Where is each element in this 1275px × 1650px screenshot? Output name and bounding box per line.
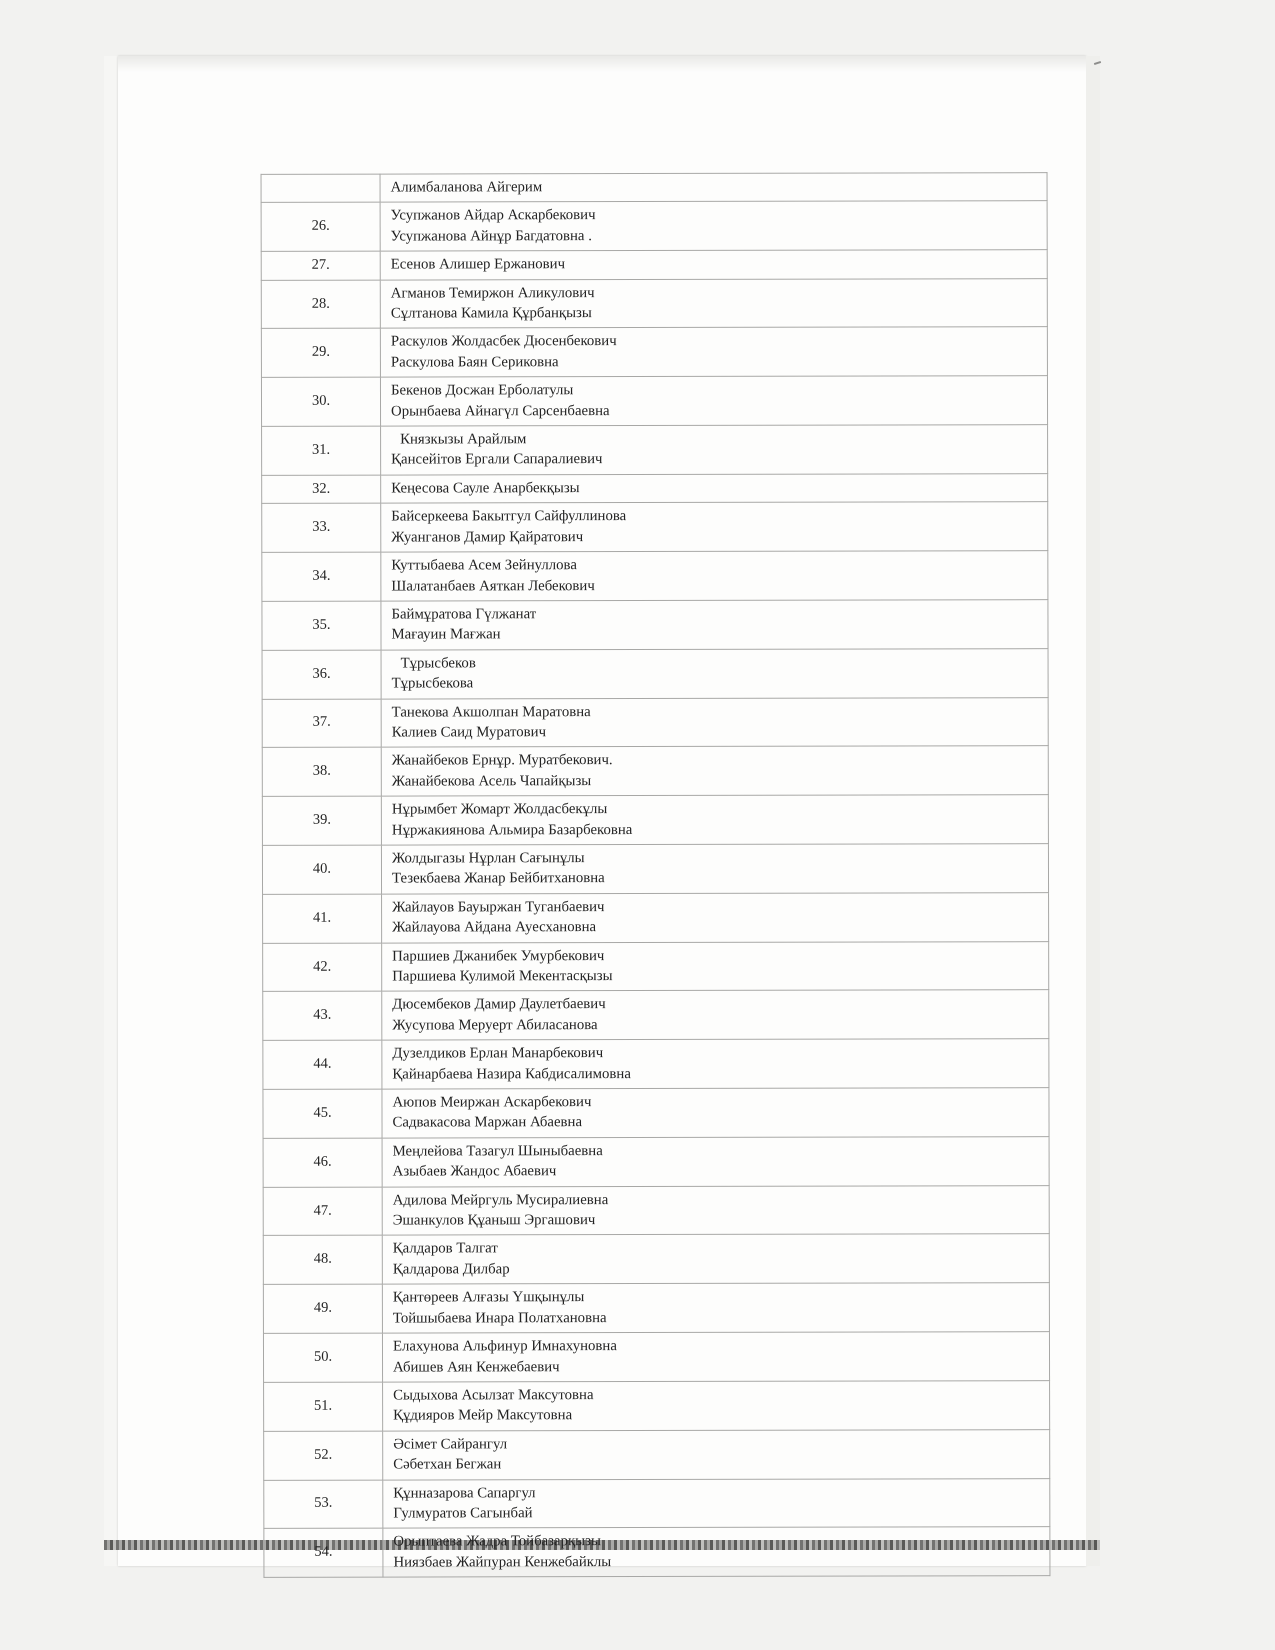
person-name: Аюпов Меиржан Аскарбекович xyxy=(392,1094,592,1111)
person-name: Баймұратова Гүлжанат xyxy=(391,606,537,623)
row-number-cell: 38. xyxy=(262,747,381,796)
table-row xyxy=(264,1527,1050,1577)
row-number-cell: 39. xyxy=(262,796,381,845)
row-number-cell: 37. xyxy=(262,699,381,748)
person-name: Кеңесова Сауле Анарбекқызы xyxy=(391,480,580,497)
row-names-cell xyxy=(381,502,1048,552)
person-name: Қансейітов Ергали Сапаралиевич xyxy=(391,451,603,469)
person-name: Жуанганов Дамир Қайратович xyxy=(391,528,584,546)
row-number-cell: 42. xyxy=(263,943,382,992)
row-number-cell: 27. xyxy=(261,251,380,280)
person-name: Жанайбекова Асель Чапайқызы xyxy=(391,772,592,790)
person-name: Нұржакиянова Альмира Базарбековна xyxy=(391,821,633,839)
row-number-cell: 40. xyxy=(262,845,381,894)
row-names-cell xyxy=(381,697,1048,747)
table-row xyxy=(263,1137,1049,1187)
table-row xyxy=(262,648,1048,698)
row-names-cell xyxy=(381,474,1048,504)
person-name: Усупжанов Айдар Аскарбекович xyxy=(390,207,596,224)
person-name: Абишев Аян Кенжебаевич xyxy=(393,1358,560,1376)
person-name: Қантөреев Алғазы Үшқынұлы xyxy=(392,1289,585,1306)
row-number-cell: 35. xyxy=(262,601,381,650)
row-number-cell: 54. xyxy=(264,1528,383,1577)
row-names-cell xyxy=(382,1088,1049,1138)
registry-table xyxy=(261,172,1051,1578)
row-number-cell: 41. xyxy=(263,894,382,943)
table-row xyxy=(261,173,1047,203)
row-number-cell: 47. xyxy=(263,1187,382,1236)
table-row xyxy=(263,1234,1049,1284)
row-names-cell xyxy=(381,844,1048,894)
row-number-cell: 52. xyxy=(264,1431,383,1480)
table-row xyxy=(263,941,1049,991)
row-number-cell: 46. xyxy=(263,1138,382,1187)
row-number-cell: 31. xyxy=(262,426,381,475)
person-name: Сыдыхова Асылзат Максутовна xyxy=(393,1387,594,1404)
person-name: Жайлауова Айдана Ауесхановна xyxy=(392,919,597,936)
person-name: Нұрымбет Жомарт Жолдасбекұлы xyxy=(391,801,608,818)
page-right-edge xyxy=(1086,56,1100,1566)
person-name: Меңлейова Тазагул Шыныбаевна xyxy=(392,1142,603,1160)
person-name: Князкызы Арайлым xyxy=(400,431,527,448)
person-name: Адилова Мейргуль Мусиралиевна xyxy=(392,1191,609,1209)
row-names-cell xyxy=(381,551,1048,601)
row-names-cell xyxy=(381,425,1048,475)
row-names-cell xyxy=(380,173,1047,203)
person-name: Әсімет Сайрангул xyxy=(393,1436,508,1453)
person-name: Тұрысбекова xyxy=(391,675,474,692)
person-name: Құнназарова Сапаргул xyxy=(393,1484,536,1502)
table-row xyxy=(262,474,1048,504)
row-names-cell xyxy=(383,1381,1050,1431)
person-name: Қалдарова Дилбар xyxy=(392,1261,510,1278)
row-names-cell xyxy=(380,376,1047,426)
row-names-cell xyxy=(382,941,1049,991)
person-name: Усупжанова Айнұр Багдатовна . xyxy=(390,227,592,245)
person-name: Азыбаев Жандос Абаевич xyxy=(392,1163,557,1180)
row-number-cell: 50. xyxy=(263,1333,382,1382)
row-number-cell: 36. xyxy=(262,650,381,699)
table-row xyxy=(262,600,1048,650)
row-names-cell xyxy=(382,1137,1049,1187)
table-row xyxy=(262,844,1048,894)
table-row xyxy=(264,1429,1050,1479)
person-name: Раскулов Жолдасбек Дюсенбекович xyxy=(390,333,617,350)
person-name: Бекенов Досжан Ерболатулы xyxy=(390,382,574,399)
row-names-cell xyxy=(382,1332,1049,1382)
row-names-cell xyxy=(381,746,1048,796)
person-name: Орынбаева Айнагүл Сарсенбаевна xyxy=(391,402,610,420)
row-names-cell xyxy=(383,1478,1050,1528)
table-row xyxy=(263,1185,1049,1235)
row-number-cell: 33. xyxy=(262,503,381,552)
person-name: Куттыбаева Асем Зейнуллова xyxy=(391,557,577,574)
person-name: Сұлтанова Камила Құрбанқызы xyxy=(390,305,592,322)
person-name: Жанайбеков Ернұр. Муратбекович. xyxy=(391,752,613,769)
person-name: Сәбетхан Бегжан xyxy=(393,1456,502,1473)
person-name: Тезекбаева Жанар Бейбитхановна xyxy=(391,870,605,887)
person-name: Қайнарбаева Назира Кабдисалимовна xyxy=(392,1065,631,1083)
person-name: Орыптаева Жадра Тойбазарқызы xyxy=(393,1533,601,1550)
row-number-cell: 34. xyxy=(262,552,381,601)
person-name: Құдияров Мейр Максутовна xyxy=(393,1407,573,1424)
table-row xyxy=(263,1088,1049,1138)
table-row xyxy=(261,376,1047,426)
table-row xyxy=(263,892,1049,942)
person-name: Елахунова Альфинур Имнахуновна xyxy=(392,1338,617,1355)
row-number-cell: 28. xyxy=(261,280,380,329)
table-row xyxy=(263,1039,1049,1089)
table-row xyxy=(262,795,1048,845)
person-name: Есенов Алишер Ержанович xyxy=(390,256,566,273)
person-name: Гулмуратов Сагынбай xyxy=(393,1505,533,1522)
table-row xyxy=(262,746,1048,796)
table-row xyxy=(261,250,1047,280)
row-names-cell xyxy=(383,1429,1050,1479)
person-name: Калиев Саид Муратович xyxy=(391,724,547,741)
person-name: Жусупова Меруерт Абиласанова xyxy=(392,1016,598,1034)
row-number-cell: 45. xyxy=(263,1089,382,1138)
table-row xyxy=(262,551,1048,601)
table-row xyxy=(263,990,1049,1040)
row-names-cell xyxy=(380,250,1047,280)
row-number-cell: 32. xyxy=(262,475,381,504)
table-row xyxy=(262,425,1048,475)
table-body xyxy=(261,173,1050,1578)
row-number-cell: 30. xyxy=(261,377,380,426)
table-row xyxy=(263,1283,1049,1333)
table-row xyxy=(264,1381,1050,1431)
row-names-cell xyxy=(381,795,1048,845)
person-name: Танекова Акшолпан Маратовна xyxy=(391,703,591,721)
table-row xyxy=(261,278,1047,328)
person-name: Мағауин Мағжан xyxy=(391,626,501,643)
person-name: Байсеркеева Бакытгул Сайфуллинова xyxy=(391,508,627,525)
row-number-cell: 26. xyxy=(261,202,380,251)
page-left-edge xyxy=(104,56,118,1566)
row-number-cell: 44. xyxy=(263,1040,382,1089)
row-number-cell: 48. xyxy=(263,1236,382,1285)
person-name: Раскулова Баян Сериковна xyxy=(390,354,559,371)
table-row xyxy=(262,502,1048,552)
row-number-cell: 51. xyxy=(264,1382,383,1431)
table-row xyxy=(263,1332,1049,1382)
row-names-cell xyxy=(382,1283,1049,1333)
person-name: Қалдаров Талгат xyxy=(392,1240,498,1258)
row-names-cell xyxy=(382,1234,1049,1284)
person-name: Жайлауов Бауыржан Туганбаевич xyxy=(392,898,605,916)
table-row xyxy=(264,1478,1050,1528)
person-name: Дузелдиков Ерлан Манарбекович xyxy=(392,1045,604,1062)
row-names-cell xyxy=(382,1185,1049,1235)
person-name: Тұрысбеков xyxy=(400,655,476,672)
person-name: Садвакасова Маржан Абаевна xyxy=(392,1114,583,1131)
row-number-cell: 53. xyxy=(264,1480,383,1529)
row-number-cell: 29. xyxy=(261,329,380,378)
table-row xyxy=(261,327,1047,377)
table-row xyxy=(261,201,1047,251)
row-names-cell xyxy=(382,990,1049,1040)
row-names-cell xyxy=(380,278,1047,328)
row-number-cell: 43. xyxy=(263,991,382,1040)
table-row xyxy=(262,697,1048,747)
person-name: Эшанкулов Құаныш Эргашович xyxy=(392,1212,596,1229)
row-names-cell xyxy=(381,648,1048,698)
row-names-cell xyxy=(380,327,1047,377)
person-name: Шалатанбаев Аяткан Лебекович xyxy=(391,577,595,595)
row-names-cell xyxy=(381,600,1048,650)
person-name: Дюсембеков Дамир Даулетбаевич xyxy=(392,996,606,1013)
person-name: Паршиева Кулимой Мекентасқызы xyxy=(392,968,613,985)
person-name: Агманов Темиржон Аликулович xyxy=(390,284,595,302)
person-name: Алимбаланова Айгерим xyxy=(390,179,543,196)
row-number-cell xyxy=(261,174,380,203)
person-name: Ниязбаев Жайпуран Кенжебайклы xyxy=(393,1553,612,1571)
row-number-cell: 49. xyxy=(263,1284,382,1333)
row-names-cell xyxy=(382,892,1049,942)
row-names-cell xyxy=(380,201,1047,251)
person-name: Паршиев Джанибек Умурбекович xyxy=(392,947,605,965)
person-name: Тойшыбаева Инара Полатхановна xyxy=(392,1309,607,1327)
row-names-cell xyxy=(383,1527,1050,1577)
row-names-cell xyxy=(382,1039,1049,1089)
person-name: Жолдыгазы Нұрлан Сағынұлы xyxy=(391,850,585,867)
